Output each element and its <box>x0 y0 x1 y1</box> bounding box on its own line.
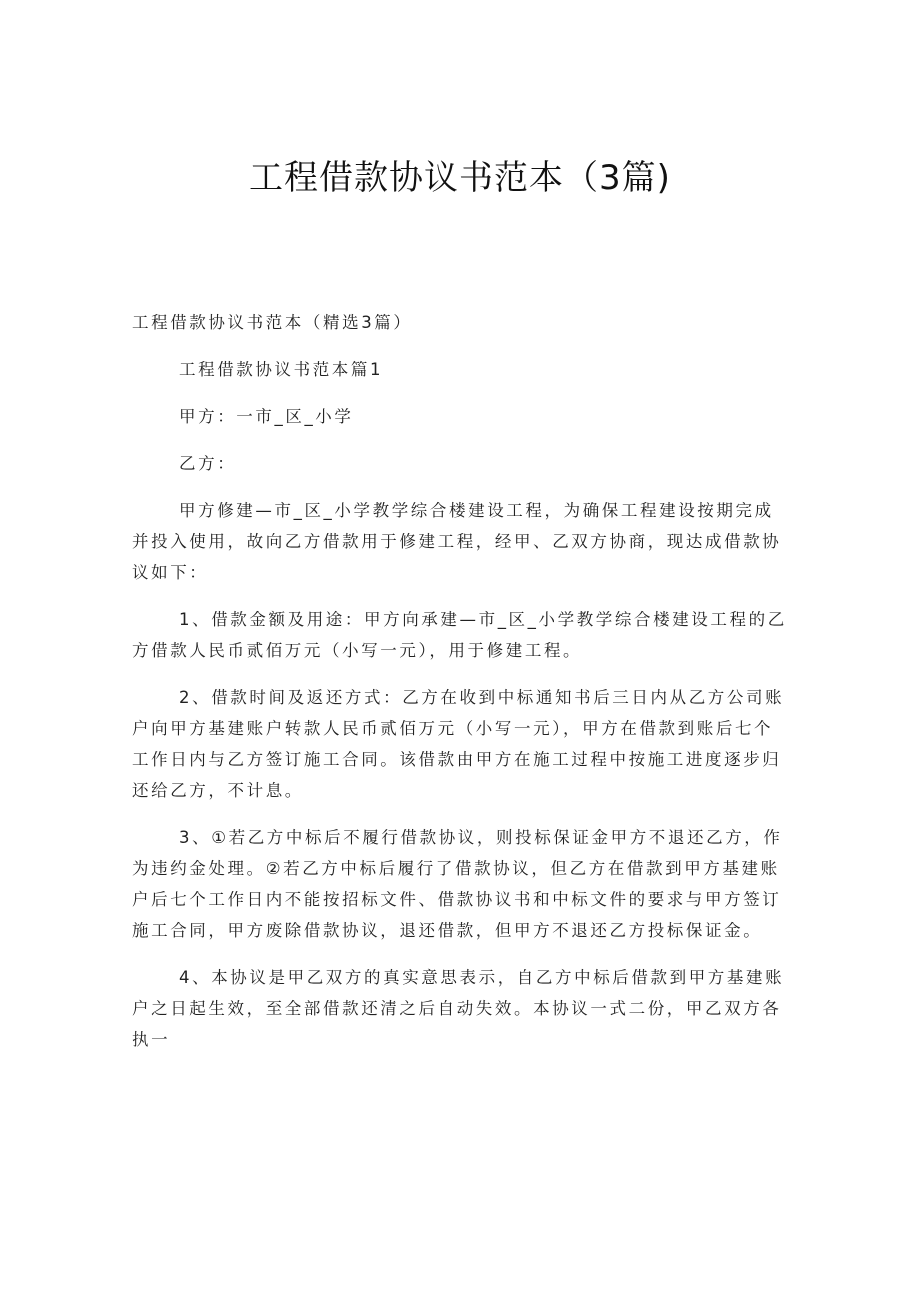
paragraph-intro: 甲方修建—市_区_小学教学综合楼建设工程，为确保工程建设按期完成并投入使用，故向乙方借款用于修建工程，经甲、乙双方协商，现达成借款协议如下： <box>132 501 782 582</box>
document-title: 工程借款协议书范本（3篇) <box>249 158 671 198</box>
paragraph-clause-4: 4、本协议是甲乙双方的真实意思表示，自乙方中标后借款到甲方基建账户之日起生效，至全部借款还清之后自动失效。本协议一式二份，甲乙双方各执一 <box>132 968 785 1049</box>
document-body <box>132 307 792 1071</box>
document-subtitle: 工程借款协议书范本（精选3篇） <box>132 313 413 332</box>
paragraph-clause-3: 3、①若乙方中标后不履行借款协议，则投标保证金甲方不退还乙方，作为违约金处理。②若乙方中标后履行了借款协议，但乙方在借款到甲方基建账户后七个工作日内不能按招标文件、借款协议书和中标文件的要求与甲方签订施工合同，甲方废除借款协议，退还借款，但甲方不退还乙方投标保证金。 <box>132 828 783 940</box>
section-heading: 工程借款协议书范本篇1 <box>179 360 384 379</box>
paragraph-clause-1: 1、借款金额及用途：甲方向承建—市_区_小学教学综合楼建设工程的乙方借款人民币贰佰万元（小写一元），用于修建工程。 <box>132 610 787 660</box>
party-a-line: 甲方：一市_区_小学 <box>179 407 354 426</box>
party-b-line: 乙方： <box>179 454 237 473</box>
paragraph-clause-2: 2、借款时间及返还方式：乙方在收到中标通知书后三日内从乙方公司账户向甲方基建账户转款人民币贰佰万元（小写一元），甲方在借款到账后七个工作日内与乙方签订施工合同。该借款由甲方在施工过程中按施工进度逐步归还给乙方，不计息。 <box>132 688 785 800</box>
